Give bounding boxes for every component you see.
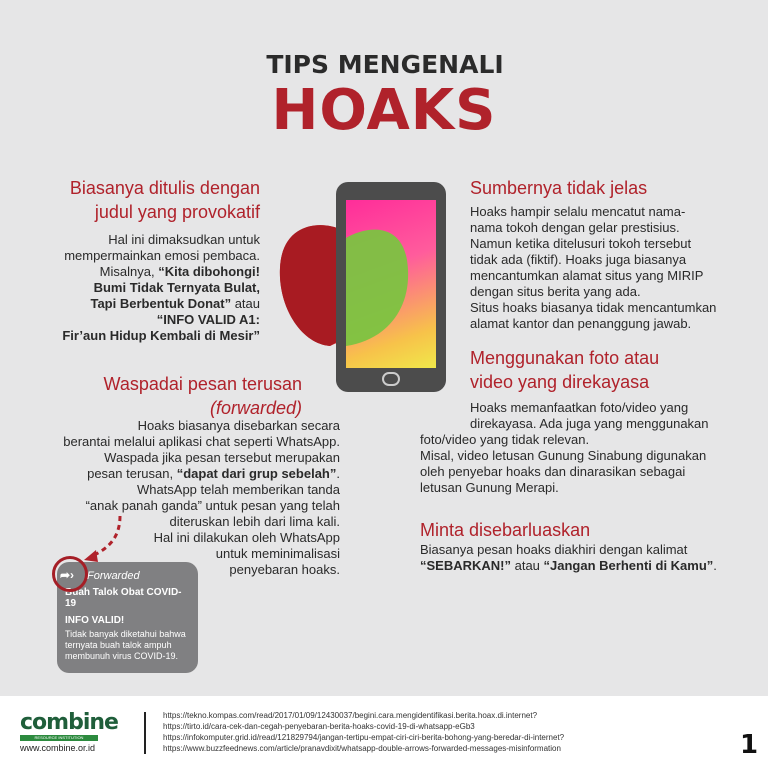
text: Hoaks biasanya disebarkan secara xyxy=(137,418,340,433)
text: “dapat dari grup sebelah” xyxy=(176,466,337,481)
text: diteruskan lebih dari lima kali. xyxy=(169,514,340,529)
card-title: Buah Talok Obat COVID-19 xyxy=(65,587,182,609)
text: Fir’aun Hidup Kembali di Mesir” xyxy=(62,328,260,343)
logo-subtitle: RESOURCE INSTITUTION xyxy=(20,735,98,741)
phone-screen xyxy=(346,200,436,368)
title-line1: TIPS MENGENALI xyxy=(266,50,504,79)
heading: Biasanya ditulis dengan xyxy=(69,178,260,198)
text: “SEBARKAN!” xyxy=(420,558,511,573)
footer xyxy=(0,696,768,768)
text: penyebaran hoaks. xyxy=(229,562,340,577)
double-arrow-icon: ➦› xyxy=(60,568,75,582)
combine-logo: combine xyxy=(20,710,118,735)
section-forwarded xyxy=(2,372,302,420)
text: Misal, video letusan Gunung Sinabung digunakan xyxy=(420,448,707,463)
text: tidak ada (fiktif). Hoaks juga biasanya xyxy=(470,252,687,267)
text: atau xyxy=(231,296,260,311)
heading: Menggunakan foto atau xyxy=(470,348,660,368)
text: WhatsApp telah memberikan tanda xyxy=(136,482,340,497)
forwarded-label: Forwarded xyxy=(87,570,140,582)
heading: Waspadai pesan terusan xyxy=(103,374,302,394)
text: mempermainkan emosi pembaca. xyxy=(64,248,260,263)
text: Hal ini dilakukan oleh WhatsApp xyxy=(153,530,340,545)
section-provocative xyxy=(0,176,260,344)
source-link[interactable]: https://www.buzzfeednews.com/article/pranavdixit/whatsapp-double-arrows-forwarded-messages-misinformation xyxy=(163,744,561,753)
section-source xyxy=(470,176,760,332)
text: Waspada jika pesan tersebut merupakan xyxy=(104,450,340,465)
text: Hoaks memanfaatkan foto/video yang xyxy=(470,400,689,415)
website-link[interactable]: www.combine.or.id xyxy=(20,743,96,753)
divider xyxy=(144,712,146,754)
text: untuk meminimalisasi xyxy=(215,546,340,561)
text: . xyxy=(336,466,340,481)
heading: Minta disebarluaskan xyxy=(420,520,591,540)
text: “anak panah ganda” untuk pesan yang telah xyxy=(85,498,340,513)
text: alamat kantor dan penanggung jawab. xyxy=(470,316,692,331)
text: “Kita dibohongi! xyxy=(158,264,260,279)
heading: video yang direkayasa xyxy=(470,372,650,392)
text: Tapi Berbentuk Donat” xyxy=(90,296,232,311)
card-body: Tidak banyak diketahui bahwa ternyata buah talok ampuh membunuh virus COVID-19. xyxy=(65,629,186,661)
text: “Jangan Berhenti di Kamu” xyxy=(543,558,714,573)
text: Misalnya, xyxy=(99,264,159,279)
text: . xyxy=(713,558,717,573)
section-photo-body xyxy=(420,400,760,496)
highlight-circle xyxy=(52,556,88,592)
title-hoaks: HOAKS xyxy=(271,78,497,143)
section-forwarded-body xyxy=(0,418,340,578)
text: Hoaks hampir selalu mencatut nama- xyxy=(470,204,686,219)
text: dengan situs berita yang ada. xyxy=(470,284,641,299)
text: atau xyxy=(511,558,544,573)
text: oleh penyebar hoaks dan dinarasikan sebagai xyxy=(420,464,686,479)
text: Situs hoaks biasanya tidak mencantumkan xyxy=(470,300,717,315)
text: Hal ini dimaksudkan untuk xyxy=(108,232,260,247)
text: pesan terusan, xyxy=(87,466,177,481)
heading: (forwarded) xyxy=(209,398,302,418)
text: Biasanya pesan hoaks diakhiri dengan kalimat xyxy=(420,542,688,557)
text: Bumi Tidak Ternyata Bulat, xyxy=(93,280,260,295)
text: Namun ketika ditelusuri tokoh tersebut xyxy=(470,236,692,251)
heading: Sumbernya tidak jelas xyxy=(470,178,648,198)
text: berantai melalui aplikasi chat seperti WhatsApp. xyxy=(63,434,340,449)
phone-illustration xyxy=(336,182,446,392)
section-photo xyxy=(470,346,760,394)
text: direkayasa. Ada juga yang menggunakan xyxy=(470,416,709,431)
source-link[interactable]: https://tekno.kompas.com/read/2017/01/09/12430037/begini.cara.mengidentifikasi.berita.hoax.di.internet? xyxy=(163,711,538,720)
section-spread xyxy=(420,518,760,574)
source-link[interactable]: https://infokomputer.grid.id/read/121829794/jangan-tertipu-empat-ciri-ciri-berita-bohong-yang-beredar-di-internet? xyxy=(163,733,565,742)
home-button-icon xyxy=(382,372,400,386)
text: mencantumkan alamat situs yang MIRIP xyxy=(470,268,704,283)
source-link[interactable]: https://tirto.id/cara-cek-dan-cegah-penyebaran-berita-hoaks-covid-19-di-whatsapp-eGb3 xyxy=(163,722,475,731)
text: nama tokoh dengan gelar prestisius. xyxy=(470,220,680,235)
text: foto/video yang tidak relevan. xyxy=(420,432,590,447)
green-apple-half-icon xyxy=(346,200,436,368)
heading: judul yang provokatif xyxy=(94,202,260,222)
text: “INFO VALID A1: xyxy=(156,312,260,327)
card-subtitle: INFO VALID! xyxy=(65,615,125,626)
page-number: 1 xyxy=(740,730,759,760)
text: letusan Gunung Merapi. xyxy=(420,480,559,495)
